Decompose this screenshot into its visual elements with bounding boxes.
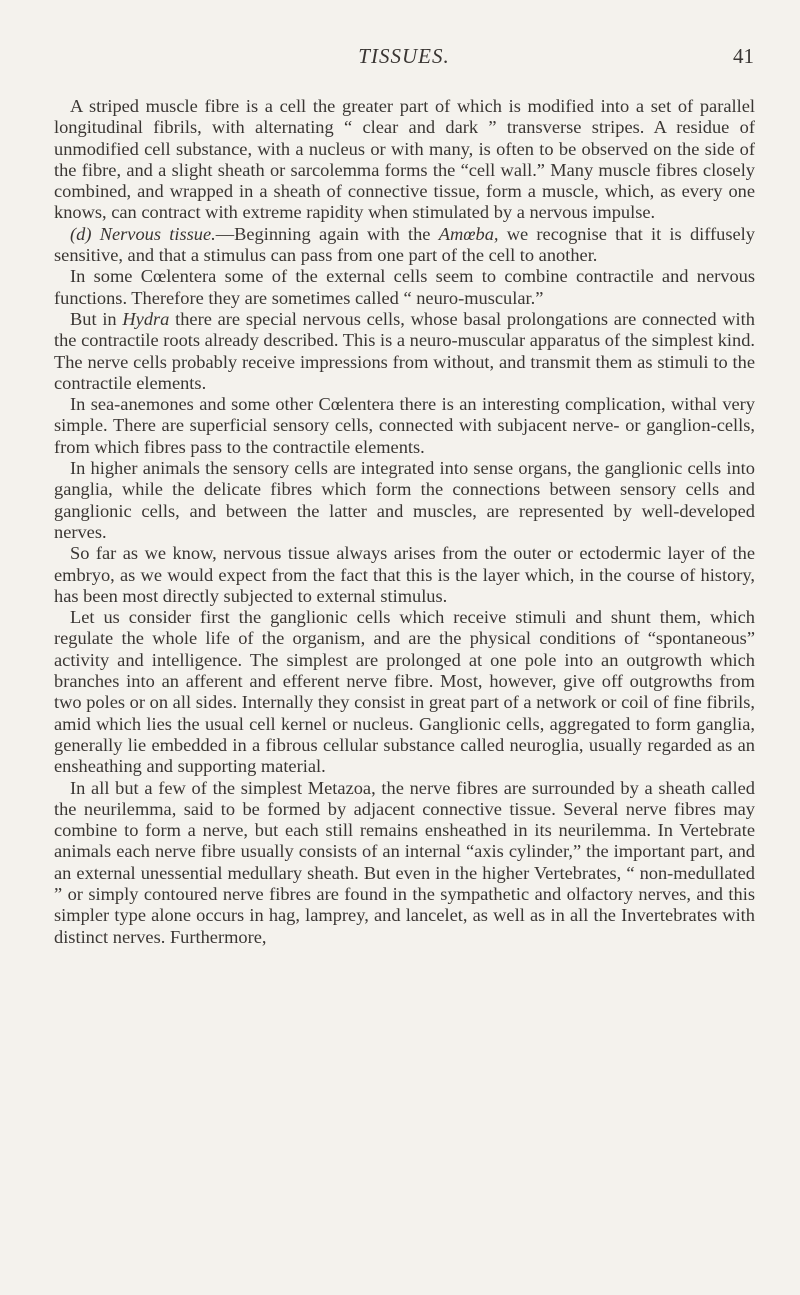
paragraph-coelentera: In some Cœlentera some of the external cells seem to combine contractile and nervous functions. Therefore they are sometimes called “ neuro-muscular.” — [54, 266, 755, 308]
page-number: 41 — [733, 44, 754, 68]
amoeba-term: Amœba, — [438, 223, 499, 244]
body-text — [54, 96, 755, 948]
section-label: (d) — [70, 223, 92, 244]
paragraph-sea-anemones: In sea-anemones and some other Cœlentera there is an interesting complication, withal very simple. There are superficial sensory cells, connected with subjacent nerve- or ganglion-cells, from which fibres pass to the contractile elements. — [54, 394, 755, 457]
paragraph-higher-animals: In higher animals the sensory cells are integrated into sense organs, the ganglionic cells into ganglia, while the delicate fibres which form the connections between sensory cells and ganglionic cells, and between the latter and muscles, are represented by well-developed nerves. — [54, 458, 755, 542]
hydra-text-after: there are special nervous cells, whose basal prolongations are connected with the contractile roots already described. This is a neuro-muscular apparatus of the simplest kind. The nerve cells probably receive impressions from without, and transmit them as stimuli to the contractile elements. — [54, 308, 755, 393]
paragraph-nervous-tissue — [54, 224, 755, 267]
section-title: Nervous tissue. — [99, 223, 216, 244]
paragraph-nerve-fibres: In all but a few of the simplest Metazoa, the nerve fibres are surrounded by a sheath called the neurilemma, said to be formed by adjacent connective tissue. Several nerve fibres may combine to form a nerve, but each still remains ensheathed in its neurilemma. In Vertebrate animals each nerve fibre usually consists of an internal “axis cylinder,” the important part, and an external unessential medullary sheath. But even in the higher Vertebrates, “ non-medullated ” or simply contoured nerve fibres are found in the sympathetic and olfactory nerves, and this simpler type alone occurs in hag, lamprey, and lancelet, as well as in all the Invertebrates with distinct nerves. Furthermore, — [54, 777, 755, 947]
paragraph-ganglionic-cells: Let us consider first the ganglionic cells which receive stimuli and shunt them, which regulate the whole life of the organism, and are the physical conditions of “spontaneous” activity and intelligence. The simplest are prolonged at one pole into an outgrowth which branches into an afferent and efferent nerve fibre. Most, however, give off outgrowths from two poles or on all sides. Internally they consist in great part of a network or coil of fine fibrils, amid which lies the usual cell kernel or nucleus. Ganglionic cells, aggregated to form ganglia, generally lie embedded in a fibrous cellular substance called neuroglia, usually regarded as an ensheathing and supporting material. — [54, 607, 755, 777]
page-header — [54, 44, 754, 74]
hydra-term: Hydra — [122, 308, 170, 329]
running-head: TISSUES. — [358, 44, 450, 68]
hydra-text-before: But in — [70, 308, 117, 329]
nervous-text-after: we recognise that it is diffusely sensitive, and that a stimulus can pass from one part of the cell to another. — [54, 223, 755, 266]
nervous-text-before: —Beginning again with the — [215, 223, 431, 244]
paragraph-ectoderm: So far as we know, nervous tissue always arises from the outer or ectodermic layer of the embryo, as we would expect from the fact that this is the layer which, in the course of history, has been most directly subjected to external stimulus. — [54, 543, 755, 606]
paragraph-hydra — [54, 309, 755, 394]
paragraph-striped-muscle: A striped muscle fibre is a cell the greater part of which is modified into a set of parallel longitudinal fibrils, with alternating “ clear and dark ” transverse stripes. A residue of unmodified cell substance, with a nucleus or with many, is often to be observed on the side of the fibre, and a slight sheath or sarcolemma forms the “cell wall.” Many muscle fibres closely combined, and wrapped in a sheath of connective tissue, form a muscle, which, as every one knows, can contract with extreme rapidity when stimulated by a nervous impulse. — [54, 96, 755, 223]
